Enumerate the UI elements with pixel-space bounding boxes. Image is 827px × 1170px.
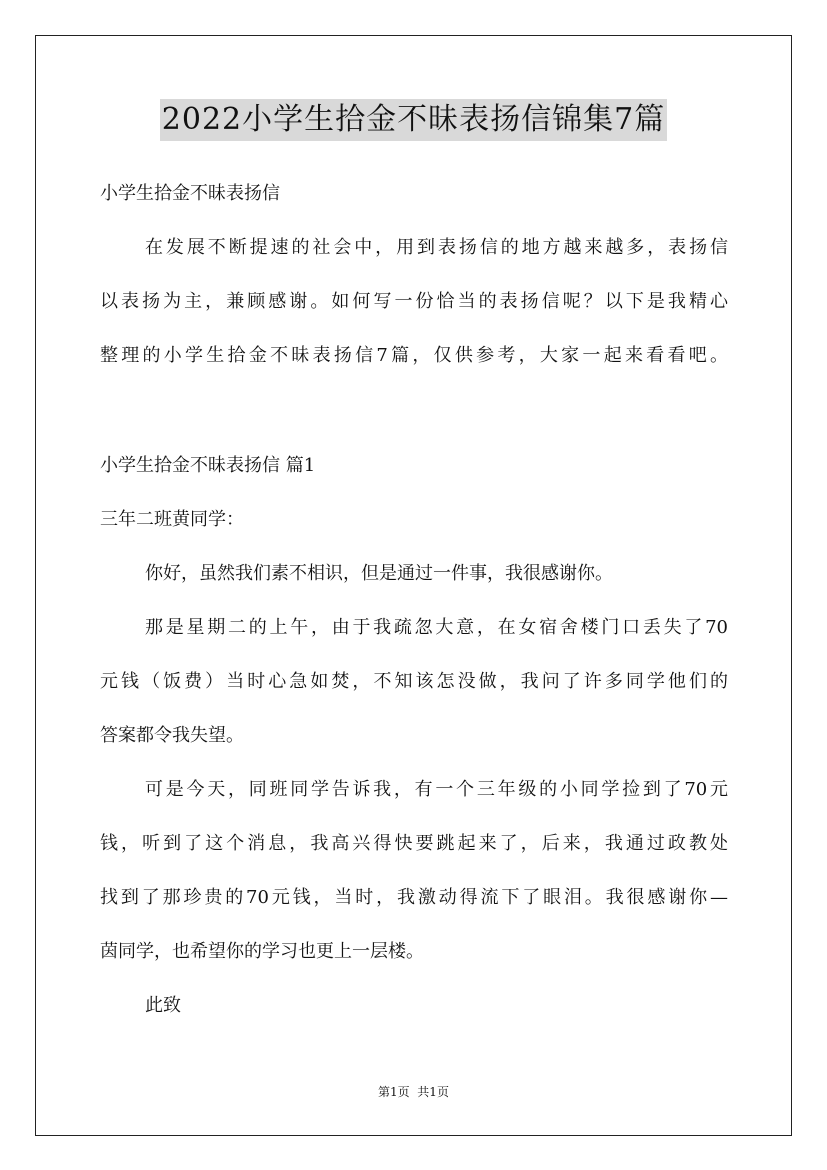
paragraph-3-line-2: 钱，听到了这个消息，我高兴得快要跳起来了，后来，我通过政教处 [100, 833, 728, 854]
paragraph-3-line-1: 可是今天，同班同学告诉我，有一个三年级的小同学捡到了70元 [145, 779, 728, 800]
paragraph-3-line-4: 茵同学，也希望你的学习也更上一层楼。 [100, 941, 424, 962]
paragraph-2-line-2: 元钱（饭费）当时心急如焚，不知该怎没做，我问了许多同学他们的 [100, 671, 728, 692]
closing-line: 此致 [145, 995, 181, 1016]
paragraph-3-line-3: 找到了那珍贵的70元钱，当时，我激动得流下了眼泪。我很感谢你— [100, 887, 728, 908]
intro-line-2: 以表扬为主，兼顾感谢。如何写一份恰当的表扬信呢？以下是我精心 [100, 291, 728, 312]
salutation: 三年二班黄同学： [100, 509, 244, 530]
page-footer: 第1页 共1页 [378, 1085, 449, 1099]
title-wrapper [0, 99, 827, 141]
paragraph-2-line-1: 那是星期二的上午，由于我疏忽大意，在女宿舍楼门口丢失了70 [145, 617, 728, 638]
paragraph-1-line-1: 你好，虽然我们素不相识，但是通过一件事，我很感谢你。 [145, 563, 613, 584]
section-heading: 小学生拾金不昧表扬信 篇1 [100, 455, 316, 476]
intro-line-3: 整理的小学生拾金不昧表扬信7篇，仅供参考，大家一起来看看吧。 [100, 345, 728, 366]
paragraph-2-line-3: 答案都令我失望。 [100, 725, 244, 746]
subtitle-heading: 小学生拾金不昧表扬信 [100, 183, 280, 204]
document-title: 2022小学生拾金不昧表扬信锦集7篇 [160, 99, 667, 141]
intro-line-1: 在发展不断提速的社会中，用到表扬信的地方越来越多，表扬信 [145, 237, 728, 258]
